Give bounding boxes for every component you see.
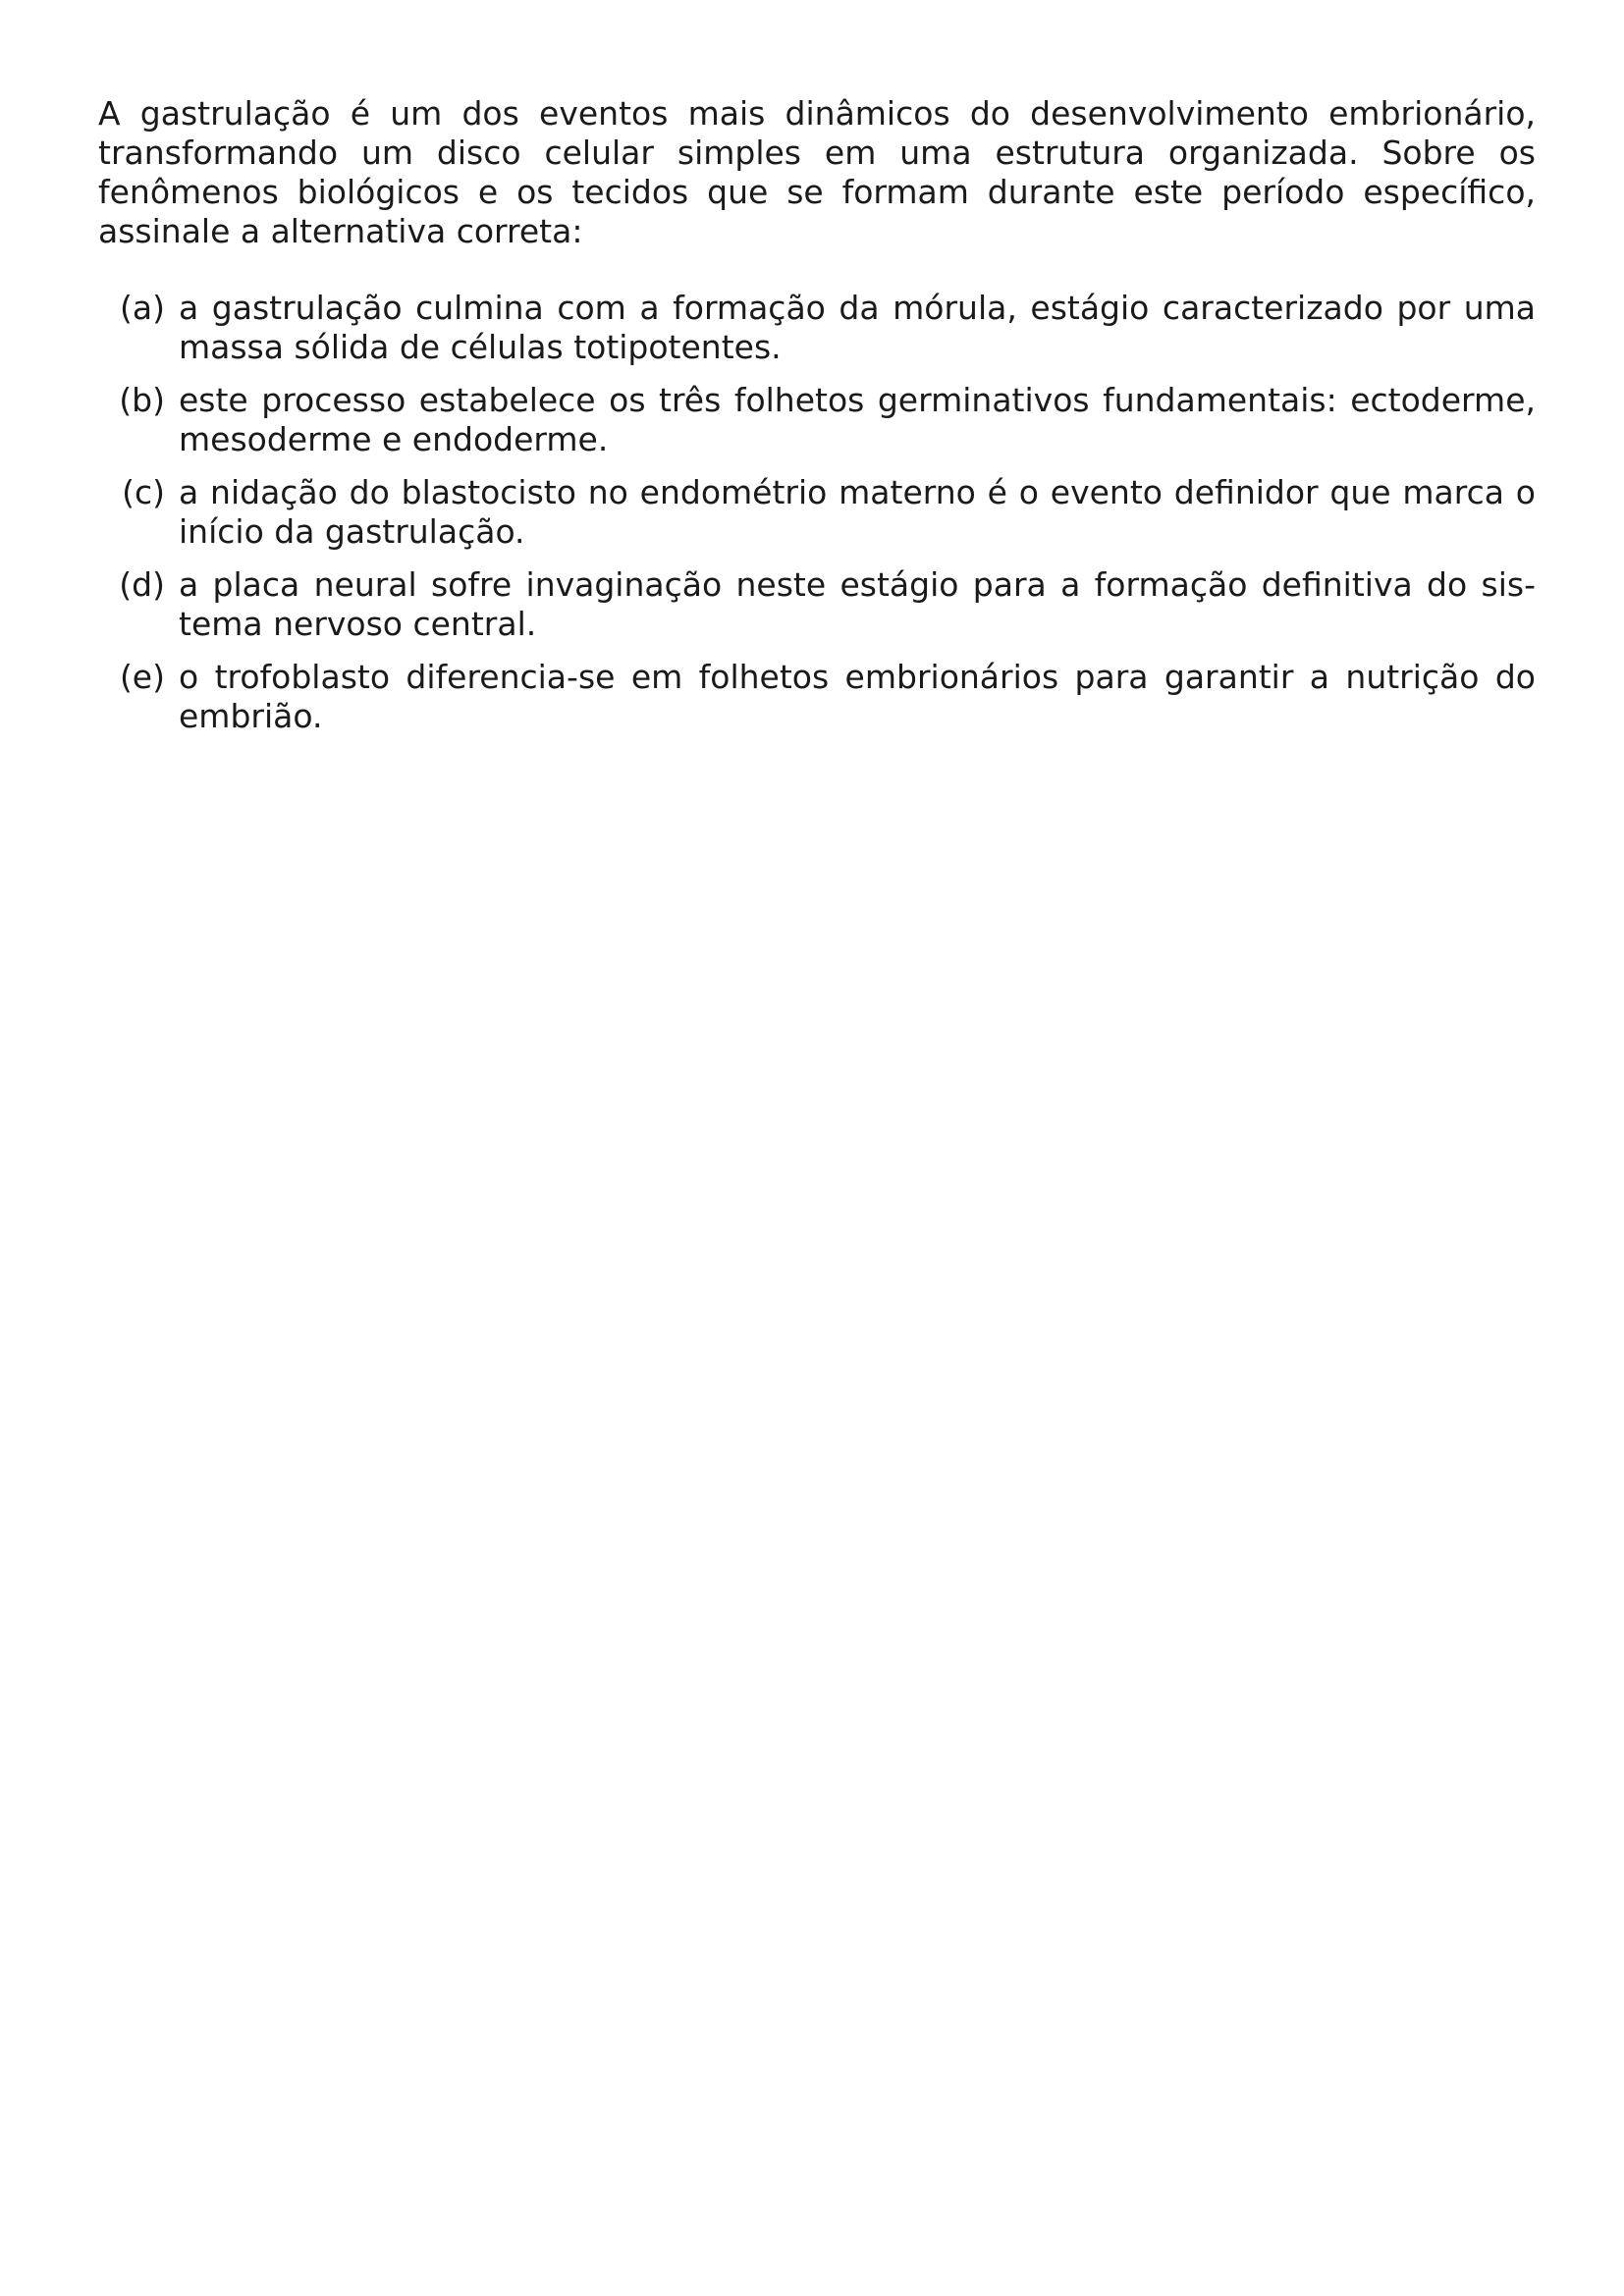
option-text: a nidação do blastocisto no endométrio materno é o evento definidor que marca o início da gastrulação. <box>179 473 1536 551</box>
option-letter: (c) <box>122 473 165 511</box>
answer-options <box>98 289 1536 736</box>
option-text: a placa neural sofre invaginação neste estágio para a formação definitiva do sistema nervoso central. <box>179 565 1536 643</box>
option-letter: (b) <box>119 381 165 419</box>
option-d[interactable] <box>98 565 1536 644</box>
option-text: a gastrulação culmina com a formação da mórula, estágio caracterizado por uma massa sólida de células totipotentes. <box>179 289 1536 366</box>
option-e[interactable] <box>98 658 1536 736</box>
option-text: o trofoblasto diferencia-se em folhetos embrionários para garantir a nutrição do embrião. <box>179 658 1536 735</box>
question-block <box>98 94 1536 750</box>
option-letter: (d) <box>119 565 165 604</box>
option-a[interactable] <box>98 289 1536 367</box>
option-text: este processo estabelece os três folhetos germinativos fundamentais: ectoderme, mesoderme e endoderme. <box>179 381 1536 458</box>
option-b[interactable] <box>98 381 1536 459</box>
question-stem: A gastrulação é um dos eventos mais dinâmicos do desenvolvimento embrionário, transformando um disco celular simples em uma estrutura organizada. Sobre os fenômenos biológicos e os tecidos que se formam durante este período específico, assinale a alternativa correta: <box>98 94 1536 250</box>
option-c[interactable] <box>98 473 1536 552</box>
option-letter: (e) <box>119 658 165 696</box>
option-letter: (a) <box>120 289 165 327</box>
